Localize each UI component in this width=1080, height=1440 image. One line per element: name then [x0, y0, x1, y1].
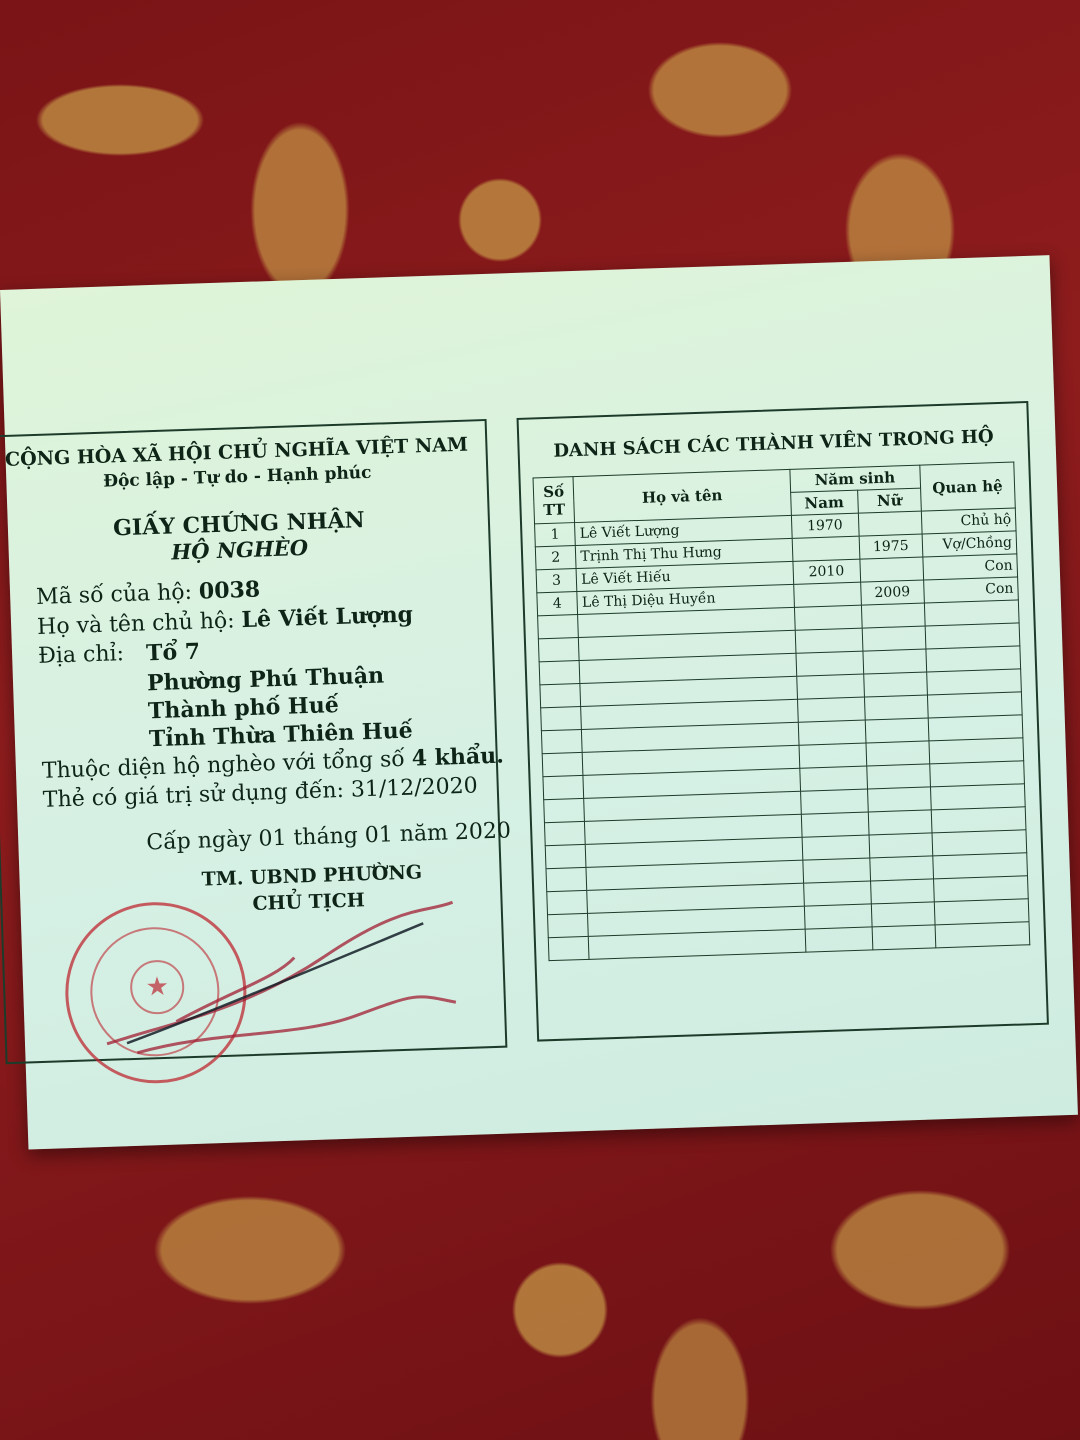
head-name: Lê Viết Lượng — [241, 601, 414, 634]
poverty-certificate-card — [0, 255, 1078, 1149]
col-female-header: Nữ — [857, 488, 921, 513]
authority-title: CHỦ TỊCH — [252, 889, 366, 915]
birth-year-female — [860, 557, 924, 582]
birth-year-male — [792, 536, 860, 561]
category-count: 4 khẩu. — [411, 742, 505, 772]
certificate-panel — [0, 419, 512, 1064]
member-table — [533, 461, 1031, 961]
col-no-header: Số TT — [533, 477, 575, 524]
col-name-header: Họ và tên — [573, 469, 791, 522]
birth-year-female: 2009 — [860, 580, 924, 605]
signature — [92, 892, 477, 1065]
birth-year-female — [858, 511, 922, 536]
address-line: Tổ 7 — [145, 638, 201, 667]
birth-year-male: 2010 — [792, 559, 860, 584]
birth-year-male: 1970 — [791, 513, 859, 538]
member-list-heading: DANH SÁCH CÁC THÀNH VIÊN TRONG HỘ — [553, 426, 994, 462]
row-no: 1 — [535, 523, 576, 547]
col-relation-header: Quan hệ — [920, 462, 1016, 511]
certificate-subtitle: HỘ NGHÈO — [171, 534, 309, 565]
member-name: Trịnh Thị Thu Hưng — [576, 538, 793, 568]
issuing-authority: TM. UBND PHƯỜNG — [201, 861, 423, 891]
category-text: Thuộc diện hộ nghèo với tổng số — [41, 746, 406, 784]
member-list-panel — [517, 401, 1049, 1042]
head-name-label: Họ và tên chủ hộ: — [36, 608, 235, 640]
member-name: Lê Viết Hiếu — [576, 561, 793, 591]
relation: Con — [923, 554, 1018, 580]
relation: Con — [923, 577, 1018, 603]
certificate-title: GIẤY CHỨNG NHẬN — [112, 507, 366, 542]
address-line: Tỉnh Thừa Thiên Huế — [148, 717, 414, 753]
issue-date: Cấp ngày 01 tháng 01 năm 2020 — [145, 818, 512, 856]
member-name: Lê Thị Diệu Huyền — [577, 584, 794, 614]
member-name: Lê Viết Lượng — [575, 515, 792, 545]
col-birth-header: Năm sinh — [789, 465, 920, 492]
col-male-header: Nam — [790, 490, 858, 515]
birth-year-male — [793, 582, 861, 607]
national-motto: Độc lập - Tự do - Hạnh phúc — [102, 462, 372, 492]
row-no: 2 — [535, 546, 576, 570]
household-code: 0038 — [198, 576, 261, 605]
address-line: Thành phố Huế — [147, 692, 340, 725]
household-code-row — [36, 577, 261, 610]
country-name: CỘNG HÒA XÃ HỘI CHỦ NGHĨA VIỆT NAM — [4, 433, 469, 471]
valid-until: Thẻ có giá trị sử dụng đến: 31/12/2020 — [42, 773, 479, 813]
relation: Vợ/Chồng — [922, 531, 1017, 557]
birth-year-female: 1975 — [859, 534, 923, 559]
star-emblem-icon: ★ — [129, 959, 185, 1015]
relation: Chủ hộ — [921, 508, 1016, 534]
household-code-label: Mã số của hộ: — [35, 579, 193, 610]
address-line: Phường Phú Thuận — [146, 662, 385, 697]
row-no: 3 — [536, 569, 577, 593]
row-no: 4 — [537, 592, 578, 616]
address-label: Địa chỉ: — [37, 641, 125, 669]
